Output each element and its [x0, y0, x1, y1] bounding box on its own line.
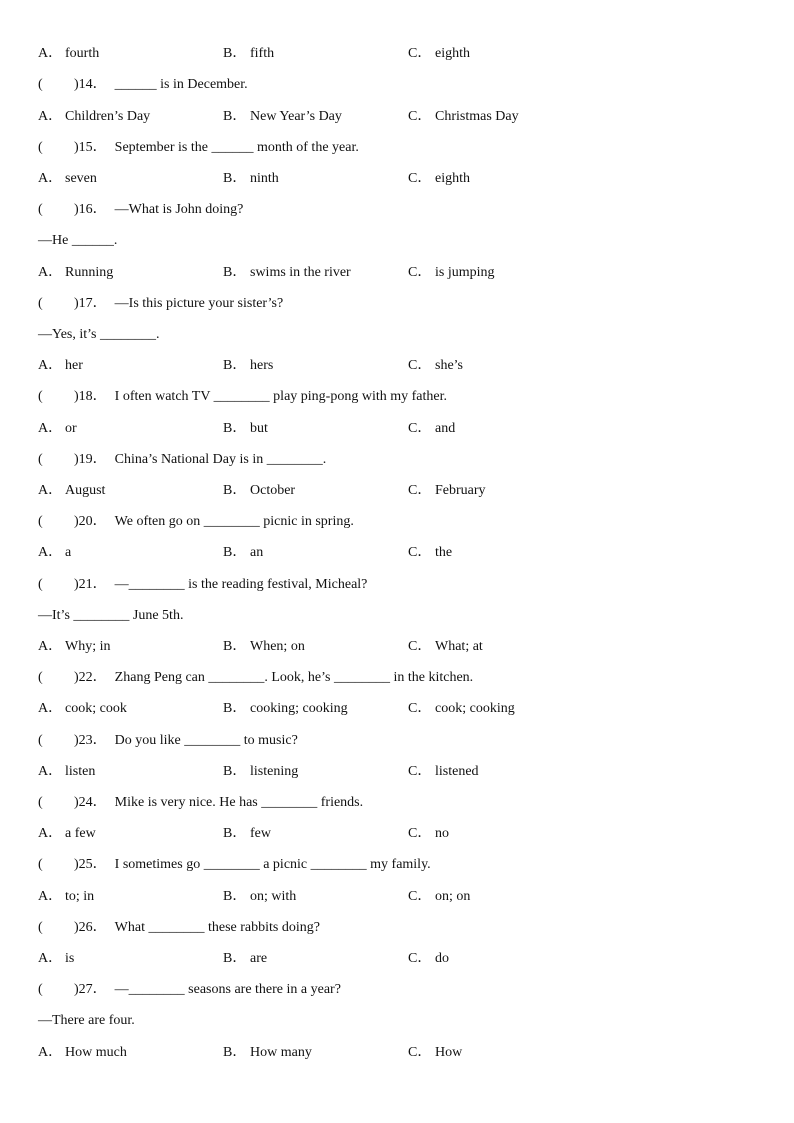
option-b: [223, 825, 271, 843]
answer-blank: (: [38, 857, 43, 872]
option-b: [223, 357, 273, 375]
option-c: [408, 825, 449, 843]
option-text: the: [435, 545, 453, 560]
option-a: [38, 108, 150, 126]
option-text: How much: [65, 1045, 127, 1060]
option-a: [38, 544, 71, 562]
question-number: )20．: [74, 514, 107, 529]
option-letter: C．: [408, 483, 432, 498]
question: [38, 513, 354, 531]
option-letter: B．: [223, 764, 247, 779]
option-text: she’s: [435, 358, 463, 373]
option-letter: C．: [408, 639, 432, 654]
question-number: )23．: [74, 733, 107, 748]
option-letter: C．: [408, 265, 432, 280]
option-text: no: [435, 826, 449, 841]
option-b: [223, 950, 267, 968]
option-letter: C．: [408, 889, 432, 904]
option-letter: B．: [223, 358, 247, 373]
option-text: When; on: [250, 639, 305, 654]
option-text: few: [250, 826, 271, 841]
option-letter: C．: [408, 951, 432, 966]
dialogue-line: —He ______.: [38, 233, 118, 248]
option-letter: B．: [223, 826, 247, 841]
question: [38, 295, 283, 313]
option-text: seven: [65, 171, 97, 186]
answer-blank: (: [38, 795, 43, 810]
option-text: ninth: [250, 171, 279, 186]
option-a: [38, 264, 113, 282]
question-number: )14．: [74, 77, 107, 92]
option-letter: A．: [38, 951, 63, 966]
answer-options: [38, 45, 758, 63]
option-c: [408, 544, 452, 562]
option-text: Why; in: [65, 639, 111, 654]
answer-options: [38, 638, 758, 656]
option-letter: C．: [408, 171, 432, 186]
option-text: Running: [65, 265, 114, 280]
option-b: [223, 763, 298, 781]
option-c: [408, 763, 479, 781]
option-b: [223, 1044, 312, 1062]
answer-blank: (: [38, 77, 43, 92]
option-text: an: [250, 545, 264, 560]
option-c: [408, 482, 486, 500]
option-letter: B．: [223, 701, 247, 716]
option-text: fourth: [65, 46, 100, 61]
option-text: and: [435, 421, 456, 436]
answer-options: [38, 357, 758, 375]
option-text: on; on: [435, 889, 471, 904]
option-text: August: [65, 483, 106, 498]
question-number: )17．: [74, 296, 107, 311]
option-a: [38, 700, 127, 718]
option-letter: A．: [38, 483, 63, 498]
question-text: What ________ these rabbits doing?: [114, 920, 320, 935]
option-text: New Year’s Day: [250, 109, 342, 124]
option-letter: A．: [38, 171, 63, 186]
option-letter: A．: [38, 764, 63, 779]
option-text: Children’s Day: [65, 109, 151, 124]
question: [38, 669, 473, 687]
question: [38, 451, 326, 469]
option-c: [408, 264, 495, 282]
answer-options: [38, 888, 758, 906]
answer-blank: (: [38, 982, 43, 997]
option-letter: C．: [408, 764, 432, 779]
dialogue-line: —There are four.: [38, 1013, 135, 1028]
question-number: )22．: [74, 670, 107, 685]
option-letter: C．: [408, 1045, 432, 1060]
dialogue-line: —Yes, it’s ________.: [38, 327, 160, 342]
question: [38, 576, 367, 594]
answer-blank: (: [38, 733, 43, 748]
option-text: a: [65, 545, 72, 560]
question-text: ______ is in December.: [114, 77, 248, 92]
option-text: How: [435, 1045, 463, 1060]
option-c: [408, 700, 515, 718]
dialogue-line: —It’s ________ June 5th.: [38, 608, 184, 623]
question-number: )25．: [74, 857, 107, 872]
answer-options: [38, 1044, 758, 1062]
option-letter: A．: [38, 421, 63, 436]
option-b: [223, 700, 348, 718]
question-number: )21．: [74, 577, 107, 592]
option-text: do: [435, 951, 449, 966]
option-letter: B．: [223, 951, 247, 966]
option-text: cooking; cooking: [250, 701, 348, 716]
question-text: I often watch TV ________ play ping-pong with my father.: [114, 389, 447, 404]
option-text: listened: [435, 764, 479, 779]
answer-options: [38, 108, 758, 126]
option-c: [408, 950, 449, 968]
option-text: to; in: [65, 889, 95, 904]
answer-blank: (: [38, 577, 43, 592]
option-c: [408, 45, 470, 63]
option-letter: C．: [408, 701, 432, 716]
option-c: [408, 170, 470, 188]
question-text: —________ seasons are there in a year?: [114, 982, 341, 997]
option-text: a few: [65, 826, 96, 841]
option-text: are: [250, 951, 268, 966]
question-text: Zhang Peng can ________. Look, he’s ________ in the kitchen.: [114, 670, 474, 685]
option-letter: C．: [408, 46, 432, 61]
option-b: [223, 638, 305, 656]
option-a: [38, 482, 105, 500]
answer-blank: (: [38, 296, 43, 311]
option-c: [408, 638, 483, 656]
question-number: )27．: [74, 982, 107, 997]
option-letter: C．: [408, 358, 432, 373]
answer-options: [38, 544, 758, 562]
question-number: )26．: [74, 920, 107, 935]
option-a: [38, 888, 94, 906]
answer-blank: (: [38, 514, 43, 529]
option-b: [223, 482, 295, 500]
option-text: What; at: [435, 639, 483, 654]
option-b: [223, 264, 351, 282]
option-text: eighth: [435, 46, 470, 61]
option-letter: C．: [408, 421, 432, 436]
option-a: [38, 950, 74, 968]
answer-blank: (: [38, 452, 43, 467]
option-text: Christmas Day: [435, 109, 519, 124]
option-a: [38, 170, 97, 188]
option-a: [38, 638, 111, 656]
option-letter: A．: [38, 1045, 63, 1060]
question: [38, 139, 359, 157]
option-letter: B．: [223, 421, 247, 436]
question: [38, 794, 363, 812]
question: [38, 981, 341, 999]
answer-options: [38, 170, 758, 188]
option-letter: A．: [38, 545, 63, 560]
option-c: [408, 888, 470, 906]
answer-options: [38, 482, 758, 500]
question-text: I sometimes go ________ a picnic ________ my family.: [114, 857, 431, 872]
option-letter: A．: [38, 701, 63, 716]
question-text: September is the ______ month of the year.: [114, 140, 359, 155]
answer-options: [38, 950, 758, 968]
question-text: —________ is the reading festival, Micheal?: [114, 577, 368, 592]
question: [38, 388, 447, 406]
answer-blank: (: [38, 920, 43, 935]
option-letter: A．: [38, 46, 63, 61]
answer-options: [38, 420, 758, 438]
question: [38, 919, 320, 937]
answer-blank: (: [38, 670, 43, 685]
option-c: [408, 1044, 462, 1062]
option-text: listening: [250, 764, 299, 779]
answer-blank: (: [38, 140, 43, 155]
option-letter: A．: [38, 358, 63, 373]
question-number: )15．: [74, 140, 107, 155]
option-c: [408, 108, 519, 126]
question-text: —Is this picture your sister’s?: [114, 296, 284, 311]
question-text: Do you like ________ to music?: [114, 733, 298, 748]
option-b: [223, 544, 263, 562]
answer-options: [38, 825, 758, 843]
option-letter: B．: [223, 483, 247, 498]
question: [38, 201, 243, 219]
option-a: [38, 763, 95, 781]
option-letter: C．: [408, 545, 432, 560]
option-letter: A．: [38, 265, 63, 280]
option-text: fifth: [250, 46, 275, 61]
question: [38, 856, 431, 874]
option-text: October: [250, 483, 296, 498]
question-number: )19．: [74, 452, 107, 467]
option-text: her: [65, 358, 83, 373]
option-a: [38, 357, 83, 375]
option-letter: B．: [223, 1045, 247, 1060]
option-b: [223, 170, 279, 188]
question: [38, 732, 298, 750]
option-text: or: [65, 421, 77, 436]
answer-options: [38, 763, 758, 781]
answer-options: [38, 700, 758, 718]
answer-options: [38, 264, 758, 282]
option-text: How many: [250, 1045, 312, 1060]
option-text: is: [65, 951, 75, 966]
option-letter: B．: [223, 889, 247, 904]
option-text: listen: [65, 764, 96, 779]
option-text: is jumping: [435, 265, 495, 280]
answer-blank: (: [38, 202, 43, 217]
option-b: [223, 420, 268, 438]
option-letter: B．: [223, 545, 247, 560]
option-letter: A．: [38, 639, 63, 654]
question-number: )18．: [74, 389, 107, 404]
question-number: )16．: [74, 202, 107, 217]
option-c: [408, 420, 455, 438]
option-letter: B．: [223, 265, 247, 280]
option-letter: A．: [38, 889, 63, 904]
question-text: We often go on ________ picnic in spring.: [114, 514, 354, 529]
question: [38, 76, 248, 94]
option-letter: A．: [38, 109, 63, 124]
question-text: Mike is very nice. He has ________ friends.: [114, 795, 364, 810]
option-b: [223, 45, 274, 63]
option-letter: C．: [408, 826, 432, 841]
option-c: [408, 357, 463, 375]
option-text: eighth: [435, 171, 470, 186]
option-b: [223, 888, 296, 906]
option-a: [38, 825, 96, 843]
option-text: but: [250, 421, 268, 436]
option-letter: B．: [223, 109, 247, 124]
question-text: —What is John doing?: [114, 202, 244, 217]
option-text: hers: [250, 358, 274, 373]
option-text: February: [435, 483, 486, 498]
option-a: [38, 1044, 127, 1062]
answer-blank: (: [38, 389, 43, 404]
option-letter: B．: [223, 639, 247, 654]
option-a: [38, 45, 99, 63]
question-number: )24．: [74, 795, 107, 810]
option-letter: B．: [223, 171, 247, 186]
option-text: swims in the river: [250, 265, 351, 280]
option-letter: B．: [223, 46, 247, 61]
option-text: cook; cooking: [435, 701, 515, 716]
option-text: on; with: [250, 889, 297, 904]
option-letter: A．: [38, 826, 63, 841]
option-b: [223, 108, 342, 126]
option-text: cook; cook: [65, 701, 127, 716]
option-letter: C．: [408, 109, 432, 124]
question-text: China’s National Day is in ________.: [114, 452, 327, 467]
option-a: [38, 420, 77, 438]
